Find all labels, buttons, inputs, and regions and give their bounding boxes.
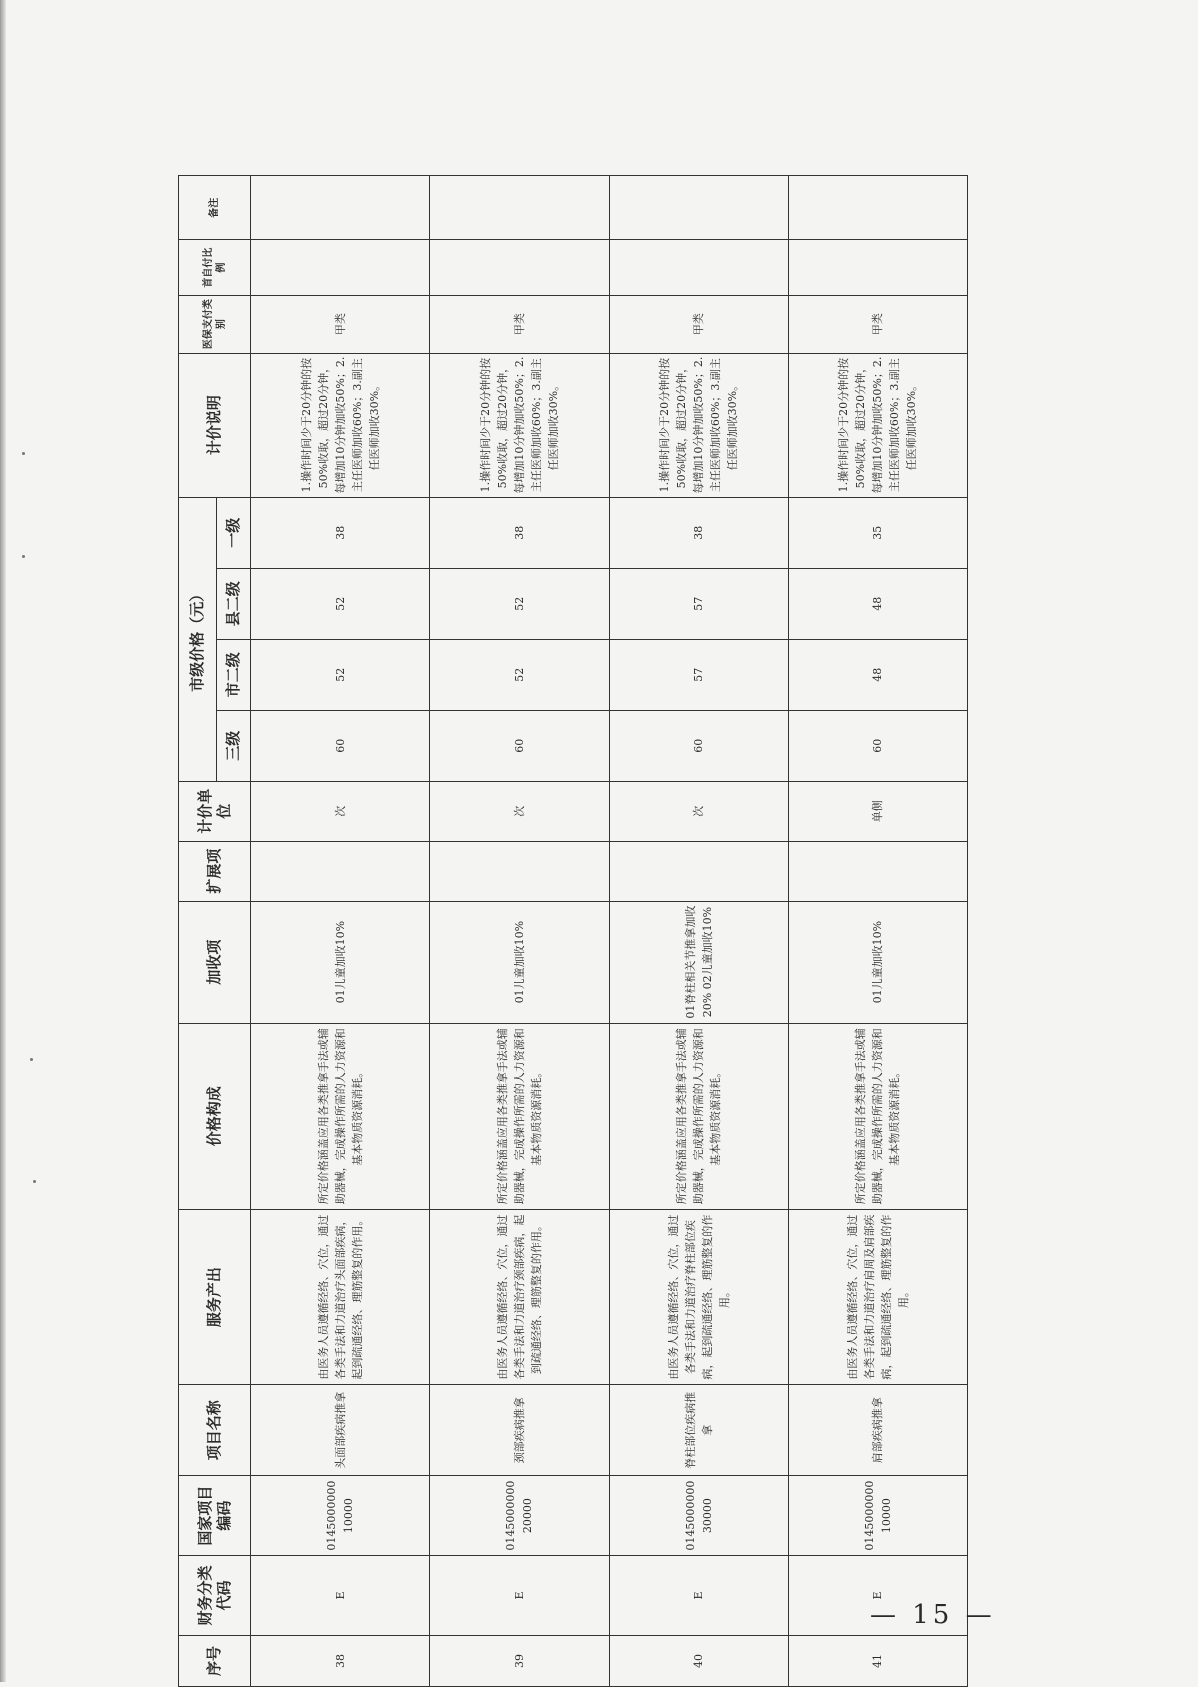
cell-pricing-note: 1.操作时间少于20分钟的按50%收取，超过20分钟，每增加10分钟加收50%；2.主任医师加收60%；3.副主任医师加收30%。 <box>430 353 609 497</box>
cell-extension <box>788 841 967 901</box>
cell-seq: 38 <box>251 1635 430 1686</box>
cell-city-level2: 52 <box>430 639 609 710</box>
cell-pricing-note: 1.操作时间少于20分钟的按50%收取，超过20分钟，每增加10分钟加收50%；2.主任医师加收60%；3.副主任医师加收30%。 <box>609 353 788 497</box>
cell-self-pay <box>788 240 967 295</box>
header-pricing-note: 计价说明 <box>179 353 251 497</box>
header-county-level2: 县二级 <box>217 568 251 639</box>
cell-extension <box>430 841 609 901</box>
cell-seq: 40 <box>609 1635 788 1686</box>
cell-unit: 单侧 <box>788 781 967 841</box>
cell-remark <box>609 176 788 240</box>
table-row <box>430 176 609 1687</box>
table-row <box>609 176 788 1687</box>
cell-surcharge: 01儿童加收10% <box>788 901 967 1023</box>
cell-pricing-note: 1.操作时间少于20分钟的按50%收取，超过20分钟，每增加10分钟加收50%；2.主任医师加收60%；3.副主任医师加收30%。 <box>788 353 967 497</box>
cell-service: 由医务人员遵循经络、穴位，通过各类手法和力道治疗头面部疾病，起到疏通经络、理筋整复的作用。 <box>251 1209 430 1384</box>
cell-unit: 次 <box>251 781 430 841</box>
cell-extension <box>251 841 430 901</box>
page-edge-shadow <box>0 0 6 1682</box>
header-price-comp: 价格构成 <box>179 1023 251 1209</box>
header-unit: 计价单位 <box>179 781 251 841</box>
header-service: 服务产出 <box>179 1209 251 1384</box>
cell-level3: 60 <box>430 710 609 781</box>
cell-nat-code: 014500000030000 <box>609 1476 788 1556</box>
header-item-name: 项目名称 <box>179 1385 251 1476</box>
cell-unit: 次 <box>430 781 609 841</box>
cell-self-pay <box>609 240 788 295</box>
cell-pricing-note: 1.操作时间少于20分钟的按50%收取，超过20分钟，每增加10分钟加收50%；2.主任医师加收60%；3.副主任医师加收30%。 <box>251 353 430 497</box>
cell-nat-code: 014500000010000 <box>788 1476 967 1556</box>
header-self-pay: 首自付比例 <box>179 240 251 295</box>
header-city-price: 市级价格（元） <box>179 497 217 781</box>
cell-fin-code: E <box>430 1556 609 1636</box>
cell-price-comp: 所定价格涵盖应用各类推拿手法或辅助器械，完成操作所需的人力资源和基本物质资源消耗。 <box>609 1023 788 1209</box>
header-fin-code: 财务分类代码 <box>179 1556 251 1636</box>
cell-item-name: 头面部疾病推拿 <box>251 1385 430 1476</box>
cell-remark <box>251 176 430 240</box>
cell-level3: 60 <box>251 710 430 781</box>
cell-self-pay <box>430 240 609 295</box>
cell-service: 由医务人员遵循经络、穴位，通过各类手法和力道治疗脊柱部位疾病，起到疏通经络、理筋整复的作用。 <box>609 1209 788 1384</box>
header-city-level2: 市二级 <box>217 639 251 710</box>
cell-surcharge: 01儿童加收10% <box>251 901 430 1023</box>
cell-city-level2: 48 <box>788 639 967 710</box>
cell-price-comp: 所定价格涵盖应用各类推拿手法或辅助器械，完成操作所需的人力资源和基本物质资源消耗。 <box>788 1023 967 1209</box>
cell-nat-code: 014500000010000 <box>251 1476 430 1556</box>
cell-remark <box>430 176 609 240</box>
cell-insurance: 甲类 <box>430 295 609 353</box>
cell-remark <box>788 176 967 240</box>
header-remark: 备注 <box>179 176 251 240</box>
cell-fin-code: E <box>251 1556 430 1636</box>
cell-unit: 次 <box>609 781 788 841</box>
header-nat-code: 国家项目编码 <box>179 1476 251 1556</box>
cell-insurance: 甲类 <box>251 295 430 353</box>
cell-level1: 38 <box>430 497 609 568</box>
cell-county-level2: 52 <box>251 568 430 639</box>
cell-city-level2: 52 <box>251 639 430 710</box>
table-row <box>788 176 967 1687</box>
cell-level1: 38 <box>609 497 788 568</box>
page-number: — 15 — <box>870 1600 996 1630</box>
header-extension: 扩展项 <box>179 841 251 901</box>
table-row <box>251 176 430 1687</box>
price-table <box>178 175 968 1687</box>
scan-speck <box>22 555 25 558</box>
cell-county-level2: 52 <box>430 568 609 639</box>
cell-city-level2: 57 <box>609 639 788 710</box>
header-row-1 <box>179 176 217 1687</box>
rotated-table-wrapper <box>178 175 968 1687</box>
cell-extension <box>609 841 788 901</box>
scan-speck <box>30 1058 33 1061</box>
cell-service: 由医务人员遵循经络、穴位，通过各类手法和力道治疗颈部疾病，起到疏通经络、理筋整复的作用。 <box>430 1209 609 1384</box>
cell-seq: 41 <box>788 1635 967 1686</box>
cell-level3: 60 <box>788 710 967 781</box>
header-seq: 序号 <box>179 1635 251 1686</box>
cell-item-name: 颈部疾病推拿 <box>430 1385 609 1476</box>
cell-level3: 60 <box>609 710 788 781</box>
cell-insurance: 甲类 <box>788 295 967 353</box>
cell-seq: 39 <box>430 1635 609 1686</box>
scan-speck <box>33 1180 36 1183</box>
cell-service: 由医务人员遵循经络、穴位，通过各类手法和力道治疗肩周及肩部疾病，起到疏通经络、理筋整复的作用。 <box>788 1209 967 1384</box>
cell-item-name: 脊柱部位疾病推拿 <box>609 1385 788 1476</box>
cell-surcharge: 01儿童加收10% <box>430 901 609 1023</box>
cell-surcharge: 01脊柱相关节推拿加收20% 02儿童加收10% <box>609 901 788 1023</box>
cell-level1: 38 <box>251 497 430 568</box>
cell-level1: 35 <box>788 497 967 568</box>
cell-item-name: 肩部疾病推拿 <box>788 1385 967 1476</box>
cell-fin-code: E <box>788 1556 967 1636</box>
cell-self-pay <box>251 240 430 295</box>
cell-county-level2: 48 <box>788 568 967 639</box>
header-level3: 三级 <box>217 710 251 781</box>
cell-price-comp: 所定价格涵盖应用各类推拿手法或辅助器械，完成操作所需的人力资源和基本物质资源消耗。 <box>430 1023 609 1209</box>
cell-price-comp: 所定价格涵盖应用各类推拿手法或辅助器械，完成操作所需的人力资源和基本物质资源消耗。 <box>251 1023 430 1209</box>
rotated-table-frame <box>178 175 968 1687</box>
cell-county-level2: 57 <box>609 568 788 639</box>
header-level1: 一级 <box>217 497 251 568</box>
cell-nat-code: 014500000020000 <box>430 1476 609 1556</box>
scan-speck <box>22 452 25 455</box>
cell-insurance: 甲类 <box>609 295 788 353</box>
header-surcharge: 加收项 <box>179 901 251 1023</box>
header-insurance: 医保支付类别 <box>179 295 251 353</box>
cell-fin-code: E <box>609 1556 788 1636</box>
